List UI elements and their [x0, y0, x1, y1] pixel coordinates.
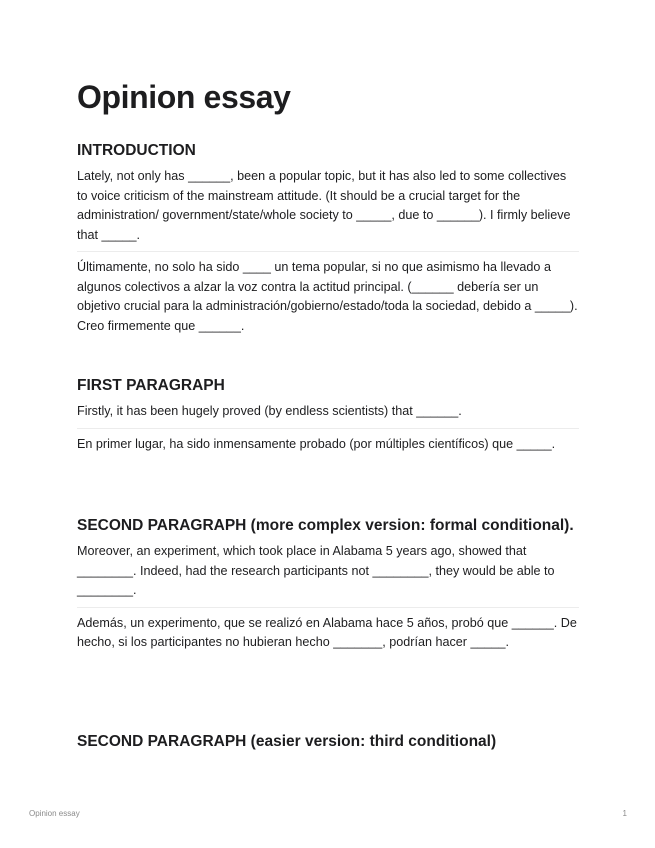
section-first-paragraph [77, 376, 579, 460]
footer-document-label: Opinion essay [29, 809, 80, 818]
section-heading: SECOND PARAGRAPH (more complex version: formal conditional). [77, 517, 574, 534]
spanish-text-block: Además, un experimento, que se realizó en Alabama hace 5 años, probó que ______. De hecho, si los participantes no hubieran hecho _______, podrían hacer _____. [77, 607, 579, 659]
section-heading: FIRST PARAGRAPH [77, 377, 225, 394]
section-second-paragraph-complex [77, 516, 579, 659]
english-text-block: Moreover, an experiment, which took place in Alabama 5 years ago, showed that ________. Indeed, had the research participants not ________, they would be able to ________. [77, 544, 555, 597]
english-text-block: Firstly, it has been hugely proved (by endless scientists) that ______. [77, 404, 462, 418]
section-introduction [77, 141, 579, 342]
spanish-text-block: Últimamente, no solo ha sido ____ un tema popular, si no que asimismo ha llevado a algunos colectivos a alzar la voz contra la actitud principal. (______ debería ser un objetivo crucial para la administración/gobierno/estado/toda la sociedad, debido a _____). Creo firmemente que ______. [77, 251, 579, 342]
english-text-block: Lately, not only has ______, been a popular topic, but it has also led to some collectives to voice criticism of the mainstream attitude. (It should be a crucial target for the administration/ government/state/whole society to _____, due to ______). I firmly believe that _____. [77, 169, 571, 242]
section-heading: SECOND PARAGRAPH (easier version: third conditional) [77, 733, 497, 750]
section-second-paragraph-easy [77, 732, 579, 758]
footer-page-number: 1 [622, 809, 627, 818]
section-heading: INTRODUCTION [77, 142, 196, 159]
page-title: Opinion essay [77, 79, 291, 115]
spanish-text-block: En primer lugar, ha sido inmensamente probado (por múltiples científicos) que _____. [77, 428, 579, 461]
